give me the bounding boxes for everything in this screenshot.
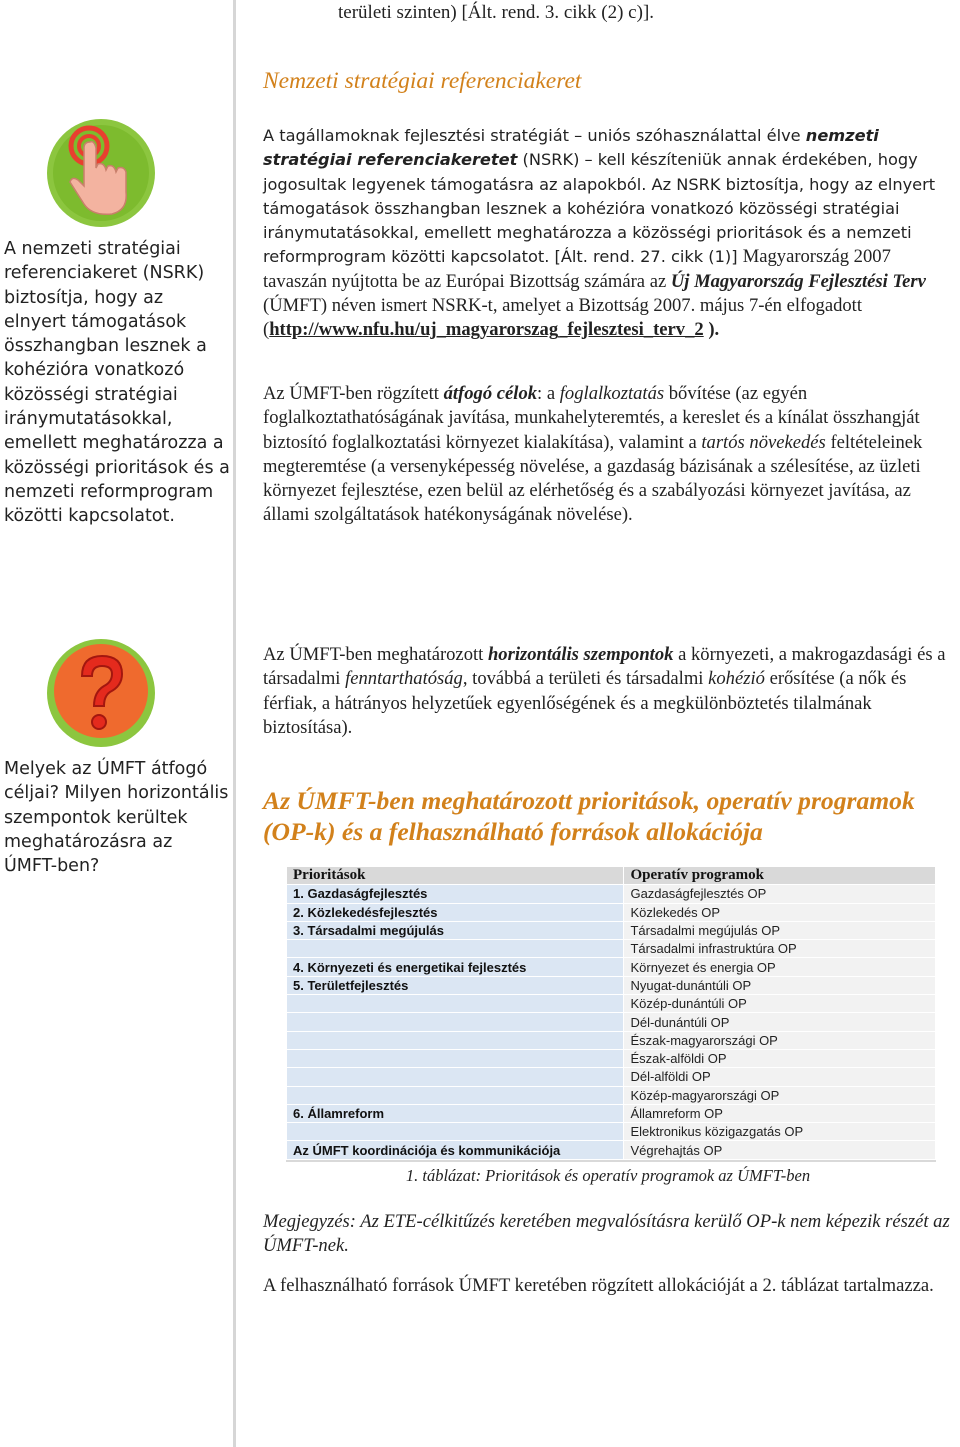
horizontal-aspects-paragraph: Az ÚMFT-ben meghatározott horizontális szempontok a környezeti, a makrogazdasági és a társadalmi fenntarthatóság, továbbá a területi és társadalmi kohézió erősítése (a nők és férfiak, a hátrányos helyzetűek egyenlőségének és a megkülönböztetés tilalmának biztosítása). <box>263 644 946 738</box>
program-cell: Államreform OP <box>624 1104 936 1122</box>
program-cell: Közép-dunántúli OP <box>624 995 936 1013</box>
table-row <box>287 940 936 958</box>
continued-text: területi szinten) [Ált. rend. 3. cikk (2) c)]. <box>338 2 655 23</box>
note-paragraph: Megjegyzés: Az ETE-célkitűzés keretében megvalósításra kerülő OP-k nem képezik részét az ÚMFT-nek. <box>263 1211 950 1257</box>
pointing-hand-icon <box>44 116 158 230</box>
program-cell: Társadalmi megújulás OP <box>624 921 936 939</box>
priority-cell: 4. Környezeti és energetikai fejlesztés <box>287 958 624 976</box>
program-cell: Nyugat-dunántúli OP <box>624 976 936 994</box>
priority-cell <box>287 1068 624 1086</box>
program-cell: Társadalmi infrastruktúra OP <box>624 940 936 958</box>
sidebar-note-questions: Melyek az ÚMFT átfogó céljai? Milyen horizontális szempontok kerültek meghatározásra az ÚMFT-ben? <box>4 759 229 877</box>
table-row <box>287 921 936 939</box>
header-operative-programs: Operatív programok <box>624 867 936 885</box>
table-row <box>287 1123 936 1141</box>
table-row <box>287 1068 936 1086</box>
priority-cell: 2. Közlekedésfejlesztés <box>287 903 624 921</box>
program-cell: Dél-alföldi OP <box>624 1068 936 1086</box>
priorities-table-grid <box>286 866 936 1160</box>
final-paragraph: A felhasználható források ÚMFT keretében rögzített allokációját a 2. táblázat tartalmazza. <box>263 1275 934 1296</box>
table-row <box>287 903 936 921</box>
table-row <box>287 1086 936 1104</box>
nfu-link[interactable]: http://www.nfu.hu/uj_magyarorszag_fejlesztesi_terv_2 <box>269 319 704 341</box>
program-cell: Észak-alföldi OP <box>624 1049 936 1067</box>
table-row <box>287 1141 936 1159</box>
priority-cell <box>287 995 624 1013</box>
table-row <box>287 995 936 1013</box>
priority-cell: 5. Területfejlesztés <box>287 976 624 994</box>
program-cell: Környezet és energia OP <box>624 958 936 976</box>
nsrk-paragraph: A tagállamoknak fejlesztési stratégiát – uniós szóhasználattal élve nemzeti stratégiai referenciakeretet (NSRK) – kell készíteniük annak érdekében, hogy jogosultak legyenek támogatásra az alapokból. Az NSRK biztosítja, hogy az elnyert támogatások összhangban lesznek a kohézióra vonatkozó közösségi stratégiai iránymutatásokkal, emellett meghatározza a közösségi prioritások és a nemzeti reformprogram közötti kapcsolatot. [Ált. rend. 27. cikk (1)] Magyarország 2007 tavaszán nyújtotta be az Európai Bizottság számára az Új Magyarország Fejlesztési Terv (ÚMFT) néven ismert NSRK-t, amelyet a Bizottság 2007. május 7-én elfogadott (http://www.nfu.hu/uj_magyarorszag_fejlesztesi_terv_2 ). <box>263 126 936 341</box>
program-cell: Közép-magyarországi OP <box>624 1086 936 1104</box>
program-cell: Végrehajtás OP <box>624 1141 936 1159</box>
program-cell: Dél-dunántúli OP <box>624 1013 936 1031</box>
priority-cell <box>287 940 624 958</box>
program-cell: Elektronikus közigazgatás OP <box>624 1123 936 1141</box>
sidebar <box>0 0 232 1447</box>
goals-paragraph: Az ÚMFT-ben rögzített átfogó célok: a foglalkoztatás bővítése (az egyén foglalkoztathatóságának javítása, munkahelyteremtés, a kereslet és a kínálat összhangját biztosító foglalkoztatási környezet kialakítása), valamint a tartós növekedés feltételeinek megteremtése (a versenyképesség növelése, a gazdaság bázisának a szélesítése, az üzleti környezet fejlesztése, ezen belül az elérhetőség és a szabályozási környezet javítása, az állami szolgáltatások hatékonyságának növelése). <box>263 383 923 526</box>
priority-cell <box>287 1031 624 1049</box>
table-header-row <box>287 867 936 885</box>
program-cell: Közlekedés OP <box>624 903 936 921</box>
header-priorities: Prioritások <box>287 867 624 885</box>
priority-cell <box>287 1123 624 1141</box>
priority-cell: 6. Államreform <box>287 1104 624 1122</box>
table-row <box>287 1031 936 1049</box>
section-title: Nemzeti stratégiai referenciakeret <box>263 68 582 94</box>
table-row <box>287 1049 936 1067</box>
priority-cell <box>287 1049 624 1067</box>
column-divider <box>233 0 236 1447</box>
question-mark-icon <box>44 636 158 750</box>
table-row <box>287 885 936 903</box>
priority-cell <box>287 1013 624 1031</box>
priority-cell: Az ÚMFT koordinációja és kommunikációja <box>287 1141 624 1159</box>
priority-cell: 3. Társadalmi megújulás <box>287 921 624 939</box>
priority-cell: 1. Gazdaságfejlesztés <box>287 885 624 903</box>
program-cell: Gazdaságfejlesztés OP <box>624 885 936 903</box>
sidebar-note-nsrk: A nemzeti stratégiai referenciakeret (NSRK) biztosítja, hogy az elnyert támogatások összhangban lesznek a kohézióra vonatkozó közösségi stratégiai iránymutatásokkal, emellett meghatározza a közösségi prioritások és a nemzeti reformprogram közötti kapcsolatot. <box>4 239 230 527</box>
table-caption: 1. táblázat: Prioritások és operatív programok az ÚMFT-ben <box>405 1166 811 1185</box>
table-row <box>287 976 936 994</box>
priority-cell <box>287 1086 624 1104</box>
priorities-table <box>286 866 936 1162</box>
allocation-heading: Az ÚMFT-ben meghatározott prioritások, operatív programok (OP-k) és a felhasználható források allokációja <box>263 786 915 846</box>
table-row <box>287 1013 936 1031</box>
table-row <box>287 1104 936 1122</box>
table-row <box>287 958 936 976</box>
program-cell: Észak-magyarországi OP <box>624 1031 936 1049</box>
